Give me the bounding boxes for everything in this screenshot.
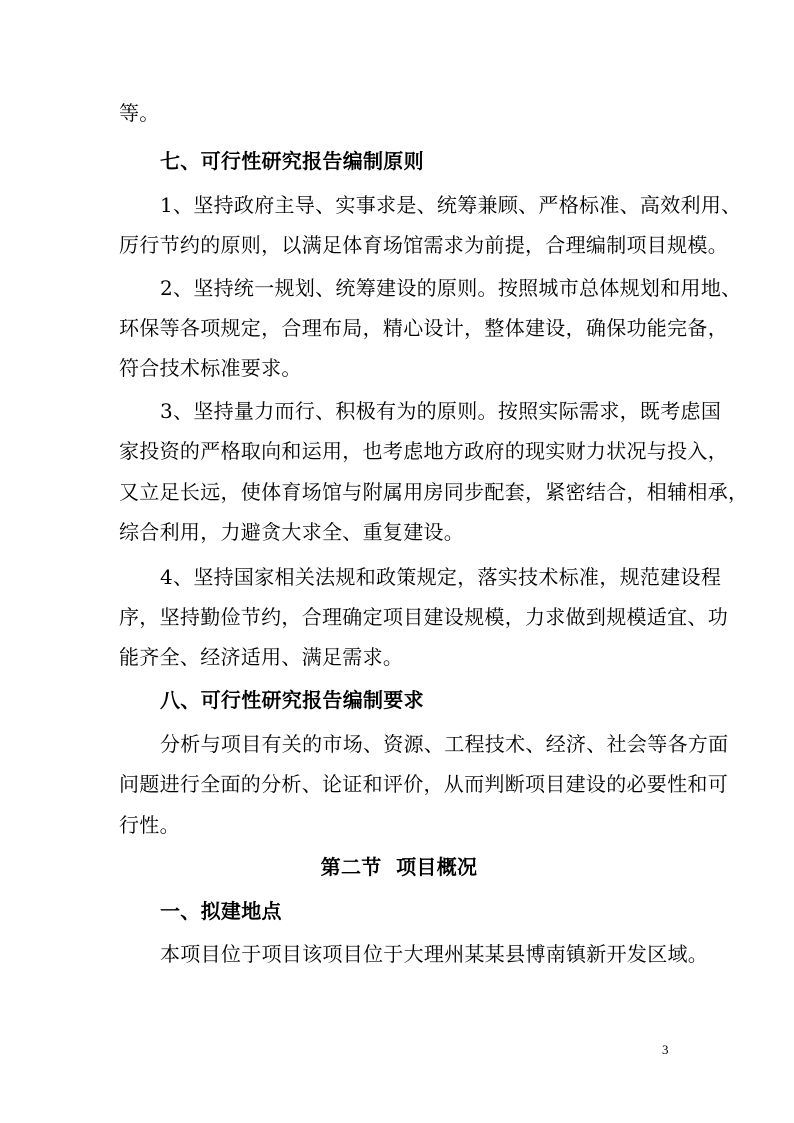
text-line: 1、坚持政府主导、实事求是、统筹兼顾、严格标准、高效利用、 [160,193,742,217]
page-number: 3 [662,1042,669,1057]
text-line: 能齐全、经济适用、满足需求。 [119,645,404,669]
text-line: 本项目位于项目该项目位于大理州某某县博南镇新开发区域。 [160,942,709,966]
text-line: 综合利用，力避贪大求全、重复建设。 [119,520,465,544]
section-title: 第二节 项目概况 [320,855,478,879]
text-line: 环保等各项规定，合理布局，精心设计，整体建设，确保功能完备， [119,316,728,340]
section-heading-seven: 七、可行性研究报告编制原则 [160,149,424,173]
text-line: 问题进行全面的分析、论证和评价，从而判断项目建设的必要性和可 [119,772,728,796]
text-line: 又立足长远，使体育场馆与附属用房同步配套，紧密结合，相辅相承， [119,480,749,504]
text-line: 序，坚持勤俭节约，合理确定项目建设规模，力求做到规模适宜、功 [119,605,728,629]
text-line: 分析与项目有关的市场、资源、工程技术、经济、社会等各方面 [160,732,729,756]
text-line: 4、坚持国家相关法规和政策规定，落实技术标准，规范建设程 [160,565,722,589]
text-line: 厉行节约的原则，以满足体育场馆需求为前提，合理编制项目规模。 [119,233,728,257]
text-line: 行性。 [119,813,180,837]
subsection-heading: 一、拟建地点 [160,899,282,923]
text-line: 符合技术标准要求。 [119,356,302,380]
text-line: 家投资的严格取向和运用，也考虑地方政府的现实财力状况与投入， [119,439,728,463]
text-line: 2、坚持统一规划、统筹建设的原则。按照城市总体规划和用地、 [160,276,742,300]
text-line: 等。 [119,101,160,125]
section-heading-eight: 八、可行性研究报告编制要求 [160,688,424,712]
text-line: 3、坚持量力而行、积极有为的原则。按照实际需求，既考虑国 [160,399,722,423]
